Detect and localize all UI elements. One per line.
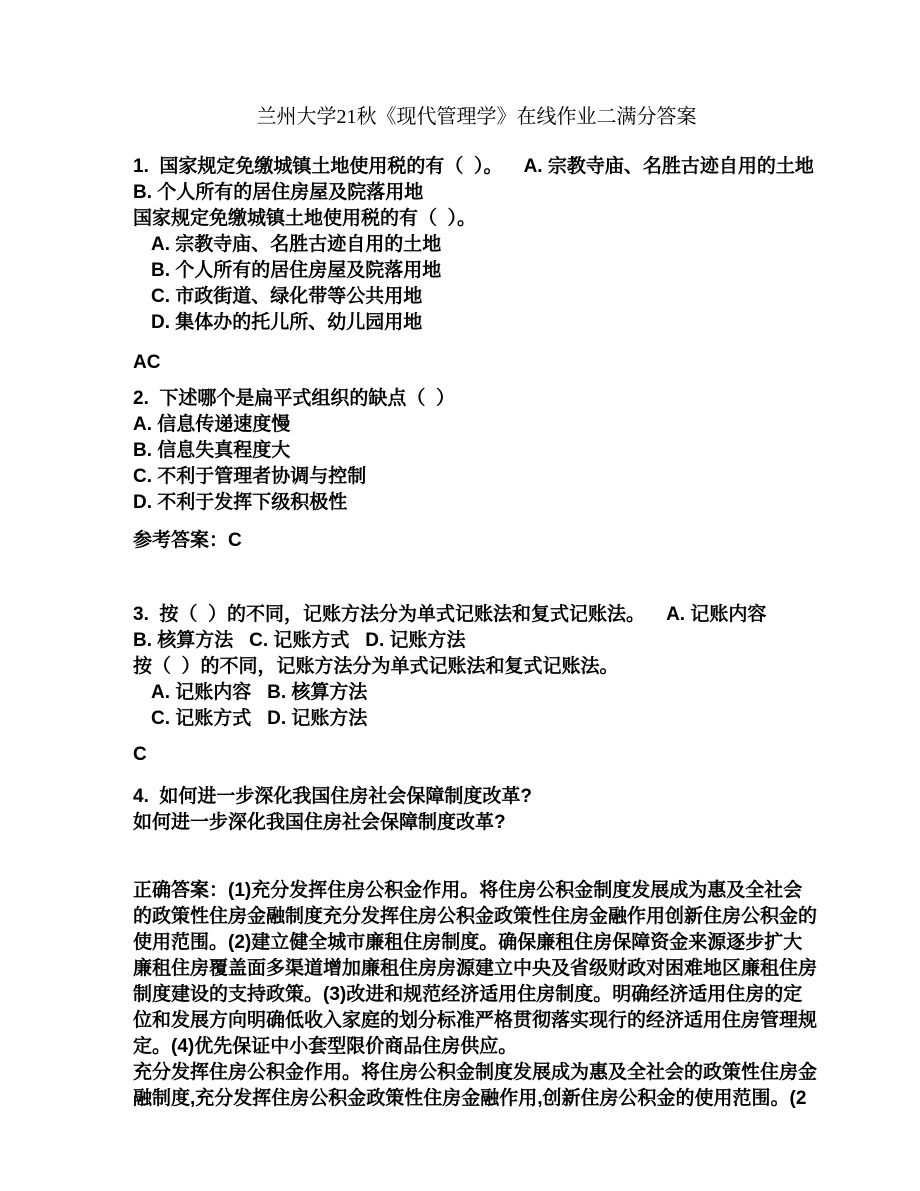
question-1-answer: AC: [133, 352, 161, 373]
question-3-options-inline: B. 核算方法 C. 记账方式 D. 记账方法: [133, 630, 466, 651]
question-1-stem-continued: B. 个人所有的居住房屋及院落用地: [133, 182, 424, 203]
question-1-block: [133, 154, 820, 336]
question-4-answer-line: 定。(4)优先保证中小套型限价商品住房供应。: [133, 1036, 518, 1057]
question-4-answer-line: 充分发挥住房公积金作用。将住房公积金制度发展成为惠及全社会的政策性住房金: [133, 1062, 818, 1083]
question-4-answer-line: 的政策性住房金融制度充分发挥住房公积金政策性住房金融作用创新住房公积金的: [133, 906, 818, 927]
question-1-option-a: A. 宗教寺庙、名胜古迹自用的土地: [151, 234, 442, 255]
question-2-block: [133, 386, 820, 516]
question-1-option-c: C. 市政街道、绿化带等公共用地: [151, 286, 423, 307]
question-3-answer: C: [133, 744, 147, 765]
question-4-block: [133, 784, 820, 836]
question-2-option-c: C. 不利于管理者协调与控制: [133, 466, 367, 487]
question-1-stem: 1. 国家规定免缴城镇土地使用税的有（ ）。 A. 宗教寺庙、名胜古迹自用的土地: [133, 156, 814, 177]
question-4-answer-line: 使用范围。(2)建立健全城市廉租住房制度。确保廉租住房保障资金来源逐步扩大: [133, 932, 803, 953]
question-4-stem: 4. 如何进一步深化我国住房社会保障制度改革?: [133, 786, 533, 807]
question-2-stem: 2. 下述哪个是扁平式组织的缺点（ ）: [133, 388, 455, 409]
question-2-answer: 参考答案：C: [133, 530, 242, 551]
question-3-stem: 3. 按（ ）的不同，记账方法分为单式记账法和复式记账法。 A. 记账内容: [133, 604, 767, 625]
question-4-repeat-stem: 如何进一步深化我国住房社会保障制度改革?: [133, 812, 506, 833]
question-4-answer-line: 制度建设的支持政策。(3)改进和规范经济适用住房制度。明确经济适用住房的定: [133, 984, 803, 1005]
question-4-answer-line: 廉租住房覆盖面多渠道增加廉租住房房源建立中央及省级财政对困难地区廉租住房: [133, 958, 818, 979]
question-4-answer-block: [133, 878, 820, 1112]
question-4-answer-line: 融制度,充分发挥住房公积金政策性住房金融作用,创新住房公积金的使用范围。(2: [133, 1088, 807, 1109]
question-2-option-a: A. 信息传递速度慢: [133, 414, 291, 435]
question-4-answer-line: 正确答案：(1)充分发挥住房公积金作用。将住房公积金制度发展成为惠及全社会: [133, 880, 803, 901]
question-1-option-b: B. 个人所有的居住房屋及院落用地: [151, 260, 442, 281]
question-2-option-d: D. 不利于发挥下级积极性: [133, 492, 348, 513]
question-2-option-b: B. 信息失真程度大: [133, 440, 291, 461]
question-1-option-d: D. 集体办的托儿所、幼儿园用地: [151, 312, 423, 333]
question-1-repeat-stem: 国家规定免缴城镇土地使用税的有（ ）。: [133, 208, 477, 229]
question-4-answer-line: 位和发展方向明确低收入家庭的划分标准严格贯彻落实现行的经济适用住房管理规: [133, 1010, 818, 1031]
question-3-options-cd: C. 记账方式 D. 记账方法: [151, 708, 368, 729]
document-title: 兰州大学21秋《现代管理学》在线作业二满分答案: [256, 106, 697, 128]
question-3-options-ab: A. 记账内容 B. 核算方法: [151, 682, 368, 703]
question-3-block: [133, 602, 820, 732]
question-3-repeat-stem: 按（ ）的不同，记账方法分为单式记账法和复式记账法。: [133, 656, 619, 677]
